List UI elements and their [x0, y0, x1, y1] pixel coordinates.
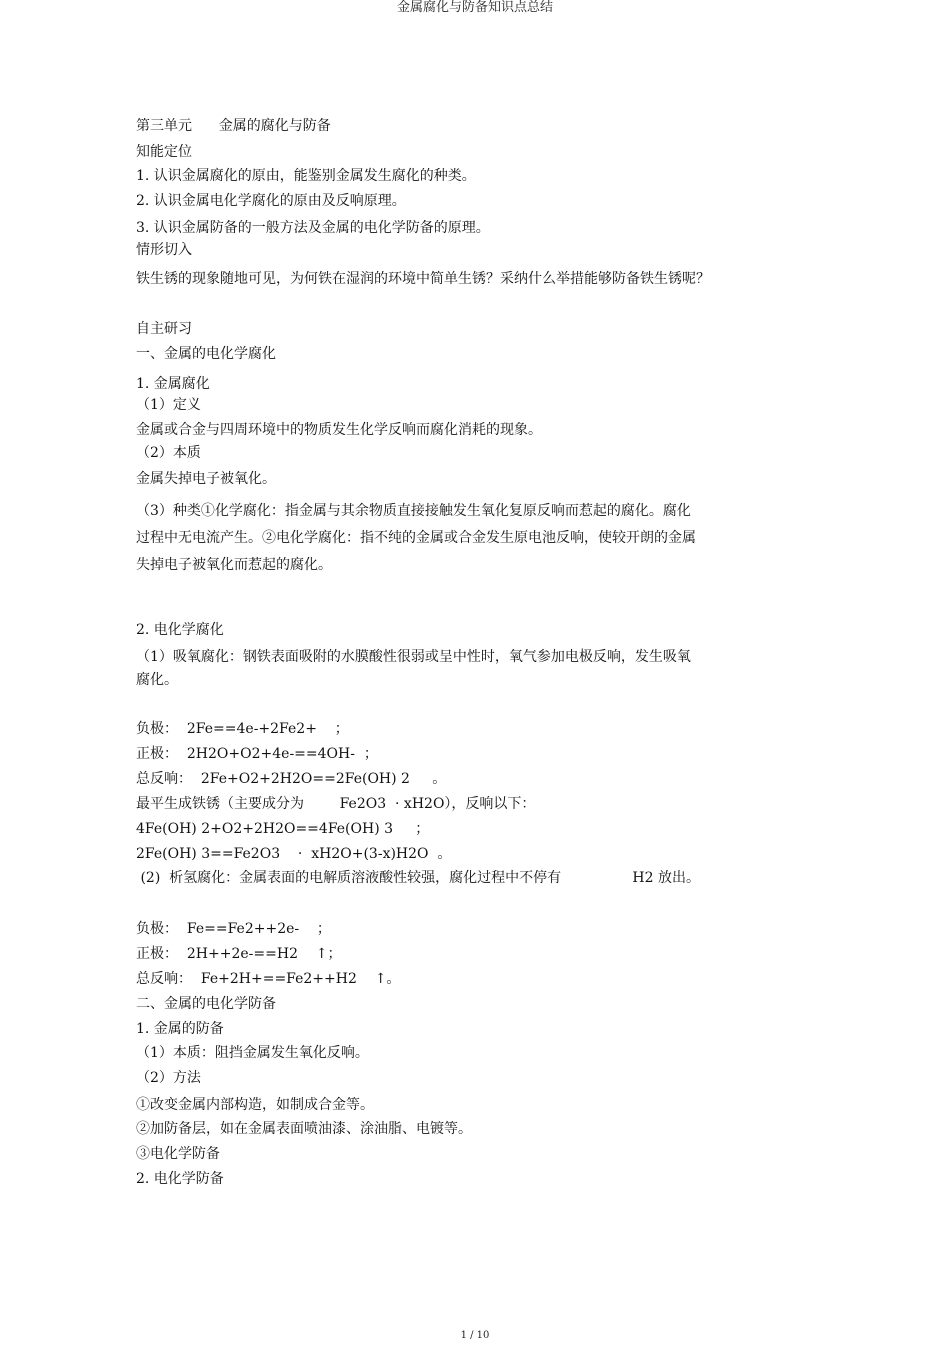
cathode-reaction-oxygen: 正极： 2H2O+O2+4e-==4OH- ；	[136, 746, 378, 762]
method-2: ②加防备层，如在金属表面喷油漆、涂油脂、电镀等。	[136, 1121, 472, 1137]
subheading-objectives: 知能定位	[136, 144, 192, 160]
protection-essence: （1）本质：阻挡金属发生氧化反响。	[136, 1045, 369, 1061]
scenario-text: 铁生锈的现象随地可见，为何铁在湿润的环境中简单生锈？采纳什么举措能够防备铁生锈呢？	[136, 271, 710, 287]
heading-electrochemical-corrosion: 一、金属的电化学腐化	[136, 346, 276, 362]
oxygen-absorption-line-2: 腐化。	[136, 672, 178, 688]
item-definition: （1）定义	[136, 397, 201, 413]
page-number: 1 / 10	[460, 1330, 490, 1341]
definition-text: 金属或合金与四周环境中的物质发生化学反响而腐化消耗的现象。	[136, 422, 542, 438]
oxygen-absorption-line-1: （1）吸氧腐化：钢铁表面吸附的水膜酸性很弱或呈中性时，氧气参加电极反响，发生吸氧	[136, 649, 691, 665]
subheading-self-study: 自主研习	[136, 321, 192, 337]
item-essence: （2）本质	[136, 445, 201, 461]
subheading-scenario: 情形切入	[136, 242, 192, 258]
method-3: ③电化学防备	[136, 1146, 220, 1162]
objective-1: 1. 认识金属腐化的原由，能鉴别金属发生腐化的种类。	[136, 168, 476, 184]
types-text-line-1: （3）种类①化学腐化：指金属与其余物质直接接触发生氧化复原反响而惹起的腐化。腐化	[136, 503, 691, 519]
item-electrochemical-corrosion: 2. 电化学腐化	[136, 622, 224, 638]
rust-reaction-1: 4Fe(OH) 2+O2+2H2O==4Fe(OH) 3 ；	[136, 821, 430, 837]
types-text-line-3: 失掉电子被氧化而惹起的腐化。	[136, 557, 332, 573]
rust-reaction-2: 2Fe(OH) 3==Fe2O3 · xH2O+(3-x)H2O 。	[136, 846, 452, 862]
essence-text: 金属失掉电子被氧化。	[136, 471, 276, 487]
cathode-reaction-hydrogen: 正极： 2H++2e-==H2 ↑；	[136, 946, 342, 962]
document-header-title: 金属腐化与防备知识点总结	[396, 0, 553, 15]
item-metal-protection: 1. 金属的防备	[136, 1021, 224, 1037]
item-electrochemical-protection: 2. 电化学防备	[136, 1171, 224, 1187]
item-methods: （2）方法	[136, 1070, 201, 1086]
rust-formation-text: 最平生成铁锈（主要成分为 Fe2O3 · xH2O），反响以下：	[136, 796, 536, 812]
overall-reaction-oxygen: 总反响： 2Fe+O2+2H2O==2Fe(OH) 2 。	[136, 771, 447, 787]
item-metal-corrosion: 1. 金属腐化	[136, 376, 210, 392]
objective-2: 2. 认识金属电化学腐化的原由及反响原理。	[136, 193, 406, 209]
anode-reaction-hydrogen: 负极： Fe==Fe2++2e- ；	[136, 921, 331, 937]
types-text-line-2: 过程中无电流产生。②电化学腐化：指不纯的金属或合金发生原电池反响，使较开朗的金属	[136, 530, 696, 546]
section-title: 第三单元 金属的腐化与防备	[136, 118, 331, 134]
heading-electrochemical-protection: 二、金属的电化学防备	[136, 996, 276, 1012]
hydrogen-evolution-text: (2) 析氢腐化：金属表面的电解质溶液酸性较强，腐化过程中不停有 H2 放出。	[136, 870, 700, 886]
anode-reaction-oxygen: 负极： 2Fe==4e-+2Fe2+ ；	[136, 721, 349, 737]
method-1: ①改变金属内部构造，如制成合金等。	[136, 1097, 374, 1113]
overall-reaction-hydrogen: 总反响： Fe+2H+==Fe2++H2 ↑。	[136, 971, 401, 987]
objective-3: 3. 认识金属防备的一般方法及金属的电化学防备的原理。	[136, 220, 490, 236]
